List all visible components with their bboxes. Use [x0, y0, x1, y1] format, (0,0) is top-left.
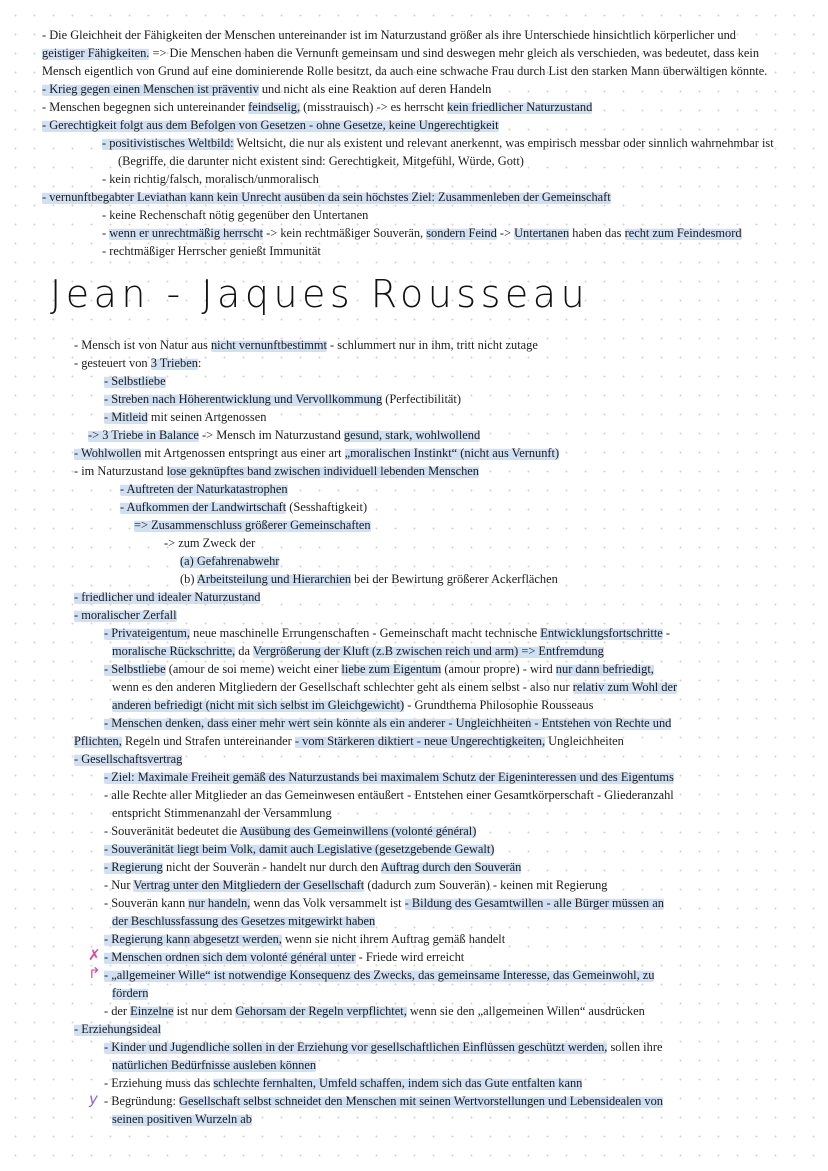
- highlighted-text: - vom Stärkeren diktiert - neue Ungerechtigkeiten,: [294, 734, 546, 748]
- rousseau-line-43: [112, 1111, 252, 1128]
- rousseau-line-21: [104, 715, 671, 732]
- rousseau-line-28: [104, 841, 494, 858]
- highlighted-text: - Gerechtigkeit folgt aus dem Befolgen von Gesetzen - ohne Gesetze, keine Ungerechtigkeit: [42, 118, 499, 132]
- text-segment: Weltsicht, die nur als existent und relevant anerkennt, was empirisch messbar oder sinnlich wahrnehmbar ist: [233, 136, 774, 150]
- text-segment: (Begriffe, die darunter nicht existent sind: Gerechtigkeit, Mitgefühl, Würde, Gott): [118, 154, 524, 168]
- page-title: Jean - Jaques Rousseau: [50, 272, 590, 316]
- rousseau-line-12: [180, 553, 279, 570]
- highlighted-text: geistiger Fähigkeiten.: [42, 46, 150, 60]
- rousseau-line-4: [104, 409, 266, 426]
- text-segment: neue maschinelle Errungenschaften - Gemeinschaft macht technische: [190, 626, 541, 640]
- rousseau-line-42: [104, 1093, 663, 1110]
- rousseau-line-0: [74, 337, 538, 354]
- rousseau-line-36: [112, 985, 148, 1002]
- rousseau-line-29: [104, 859, 521, 876]
- rousseau-line-22: [74, 733, 624, 750]
- highlighted-text: Untertanen: [514, 226, 570, 240]
- rousseau-line-18: [104, 661, 654, 678]
- text-segment: -> Mensch im Naturzustand: [198, 428, 344, 442]
- highlighted-text: -> 3 Triebe in Balance: [88, 428, 199, 442]
- text-segment: - gesteuert von: [74, 356, 151, 370]
- rousseau-line-15: [74, 607, 177, 624]
- text-segment: - Friede wird erreicht: [355, 950, 465, 964]
- highlighted-text: relativ zum Wohl der: [572, 680, 678, 694]
- hobbes-line-4: [42, 99, 592, 116]
- highlighted-text: wenn er unrechtmäßig herrscht: [109, 226, 264, 240]
- highlighted-text: - Selbstliebe: [104, 662, 166, 676]
- highlighted-text: seinen positiven Wurzeln ab: [112, 1112, 253, 1126]
- rousseau-line-31: [104, 895, 664, 912]
- rousseau-line-38: [74, 1021, 161, 1038]
- highlighted-text: nur handeln,: [188, 896, 251, 910]
- rousseau-line-39: [104, 1039, 662, 1056]
- hobbes-line-2: [42, 63, 767, 80]
- text-segment: -: [102, 226, 110, 240]
- highlighted-text: - Regierung: [104, 860, 163, 874]
- text-segment: -> zum Zweck der: [164, 536, 256, 550]
- rousseau-line-5: [88, 427, 480, 444]
- text-segment: ist nur dem: [173, 1004, 236, 1018]
- hobbes-line-5: [42, 117, 499, 134]
- y-mark-icon: y: [89, 1090, 98, 1108]
- rousseau-line-19: [112, 679, 677, 696]
- rousseau-line-13: [180, 571, 558, 588]
- highlighted-text: Vergrößerung der Kluft (z.B zwischen reich und arm) => Entfremdung: [252, 644, 604, 658]
- text-segment: - Begründung:: [104, 1094, 180, 1108]
- highlighted-text: schlechte fernhalten, Umfeld schaffen, indem sich das Gute entfalten kann: [213, 1076, 583, 1090]
- highlighted-text: der Beschlussfassung des Gesetzes mitgewirkt haben: [112, 914, 376, 928]
- highlighted-text: Vertrag unter den Mitgliedern der Gesellschaft: [133, 878, 365, 892]
- text-segment: - Souveränität bedeutet die: [104, 824, 240, 838]
- highlighted-text: nur dann befriedigt,: [555, 662, 654, 676]
- highlighted-text: - Ziel: Maximale Freiheit gemäß des Naturzustands bei maximalem Schutz der Eigeninteressen und des Eigentums: [104, 770, 674, 784]
- highlighted-text: natürlichen Bedürfnisse ausleben können: [112, 1058, 317, 1072]
- text-segment: -> kein rechtmäßiger Souverän,: [263, 226, 427, 240]
- text-segment: (amour propre) - wird: [441, 662, 556, 676]
- highlighted-text: - Wohlwollen: [74, 446, 142, 460]
- hobbes-line-9: [42, 189, 611, 206]
- text-segment: => Die Menschen haben die Vernunft gemeinsam und sind deswegen mehr gleich als verschieden, was bedeutet, dass kein: [149, 46, 760, 60]
- text-segment: da: [235, 644, 253, 658]
- highlighted-text: feindselig,: [248, 100, 301, 114]
- highlighted-text: - Streben nach Höherentwicklung und Vervollkommung: [104, 392, 383, 406]
- text-segment: - Grundthema Philosophie Rousseaus: [404, 698, 594, 712]
- text-segment: - der: [104, 1004, 131, 1018]
- highlighted-text: - Auftreten der Naturkatastrophen: [120, 482, 288, 496]
- text-segment: - alle Rechte aller Mitglieder an das Gemeinwesen entäußert - Entstehen einer Gesamtkörperschaft - Gliederanzahl: [104, 788, 674, 802]
- rousseau-line-10: [134, 517, 371, 534]
- text-segment: (dadurch zum Souverän) - keinen mit Regierung: [364, 878, 608, 892]
- highlighted-text: Gehorsam der Regeln verpflichtet,: [235, 1004, 407, 1018]
- text-segment: :: [197, 356, 202, 370]
- text-segment: -: [662, 626, 671, 640]
- text-segment: wenn es den anderen Mitgliedern der Gesellschaft schlechter geht als einem selbst - also nur: [112, 680, 573, 694]
- rousseau-line-37: [104, 1003, 645, 1020]
- text-segment: - im Naturzustand: [74, 464, 167, 478]
- rousseau-line-40: [112, 1057, 316, 1074]
- highlighted-text: (a) Gefahrenabwehr: [180, 554, 280, 568]
- rousseau-line-8: [120, 481, 288, 498]
- text-segment: wenn das Volk versammelt ist: [250, 896, 405, 910]
- highlighted-text: Arbeitsteilung und Hierarchien: [196, 572, 352, 586]
- highlighted-text: Entwicklungsfortschritte: [540, 626, 663, 640]
- text-segment: bei der Bewirtung größerer Ackerflächen: [351, 572, 558, 586]
- hobbes-line-7: [118, 153, 524, 170]
- rousseau-line-3: [104, 391, 461, 408]
- text-segment: - rechtmäßiger Herrscher genießt Immunität: [102, 244, 321, 258]
- hobbes-line-6: [102, 135, 774, 152]
- rousseau-line-6: [74, 445, 559, 462]
- highlighted-text: - „allgemeiner Wille“ ist notwendige Konsequenz des Zwecks, das gemeinsame Interesse, das Gemeinwohl, zu: [104, 968, 655, 982]
- text-segment: sollen ihre: [607, 1040, 663, 1054]
- highlighted-text: => Zusammenschluss größerer Gemeinschaften: [134, 518, 371, 532]
- highlighted-text: liebe zum Eigentum: [341, 662, 442, 676]
- text-segment: (b): [180, 572, 197, 586]
- highlighted-text: Ausübung des Gemeinwillens (volonté général): [239, 824, 477, 838]
- text-segment: - keine Rechenschaft nötig gegenüber den Untertanen: [102, 208, 369, 222]
- text-segment: ->: [496, 226, 515, 240]
- highlighted-text: Pflichten,: [74, 734, 122, 748]
- text-segment: (misstrauisch) -> es herrscht: [300, 100, 448, 114]
- text-segment: entspricht Stimmenanzahl der Versammlung: [112, 806, 332, 820]
- rousseau-line-41: [104, 1075, 582, 1092]
- hobbes-line-0: [42, 27, 736, 44]
- text-segment: - Menschen begegnen sich untereinander: [42, 100, 249, 114]
- highlighted-text: Gesellschaft selbst schneidet den Menschen mit seinen Wertvorstellungen und Lebensidealen von: [179, 1094, 663, 1108]
- highlighted-text: Einzelne: [130, 1004, 174, 1018]
- rousseau-line-30: [104, 877, 608, 894]
- highlighted-text: gesund, stark, wohlwollend: [343, 428, 481, 442]
- rousseau-line-11: [164, 535, 255, 552]
- text-segment: (Sesshaftigkeit): [286, 500, 368, 514]
- highlighted-text: - vernunftbegabter Leviathan kann kein Unrecht ausüben da sein höchstes Ziel: Zusammenleben der Gemeinschaft: [42, 190, 611, 204]
- hobbes-line-8: [102, 171, 319, 188]
- text-segment: - kein richtig/falsch, moralisch/unmoralisch: [102, 172, 319, 186]
- highlighted-text: nicht vernunftbestimmt: [210, 338, 327, 352]
- text-segment: - Souverän kann: [104, 896, 189, 910]
- rousseau-line-2: [104, 373, 166, 390]
- text-segment: - Mensch ist von Natur aus: [74, 338, 211, 352]
- highlighted-text: - Bildung des Gesamtwillen - alle Bürger müssen an: [404, 896, 664, 910]
- text-segment: wenn sie nicht ihrem Auftrag gemäß handelt: [281, 932, 506, 946]
- rousseau-line-20: [112, 697, 593, 714]
- hobbes-line-1: [42, 45, 759, 62]
- text-segment: Regeln und Strafen untereinander: [121, 734, 295, 748]
- text-segment: - schlummert nur in ihm, tritt nicht zutage: [326, 338, 538, 352]
- highlighted-text: sondern Feind: [426, 226, 497, 240]
- highlighted-text: - Mitleid: [104, 410, 148, 424]
- highlighted-text: Auftrag durch den Souverän: [380, 860, 522, 874]
- highlighted-text: lose geknüpftes band zwischen individuell lebenden Menschen: [166, 464, 479, 478]
- text-segment: - Die Gleichheit der Fähigkeiten der Menschen untereinander ist im Naturzustand größer als ihre Unterschiede hinsichtlich körperlicher und: [42, 28, 736, 42]
- rousseau-line-1: [74, 355, 201, 372]
- rousseau-line-14: [74, 589, 260, 606]
- text-segment: - Nur: [104, 878, 134, 892]
- rousseau-line-25: [104, 787, 674, 804]
- highlighted-text: - Krieg gegen einen Menschen ist präventiv: [42, 82, 259, 96]
- x-mark-icon: ✗: [88, 946, 101, 964]
- rousseau-line-17: [112, 643, 604, 660]
- text-segment: (Perfectibilität): [382, 392, 461, 406]
- rousseau-line-27: [104, 823, 476, 840]
- rousseau-line-32: [112, 913, 375, 930]
- highlighted-text: anderen befriedigt (nicht mit sich selbst im Gleichgewicht): [112, 698, 405, 712]
- highlighted-text: moralische Rückschritte,: [112, 644, 236, 658]
- highlighted-text: 3 Trieben: [150, 356, 198, 370]
- highlighted-text: - moralischer Zerfall: [74, 608, 177, 622]
- text-segment: (amour de soi meme) weicht einer: [165, 662, 342, 676]
- text-segment: haben das: [569, 226, 625, 240]
- highlighted-text: - Kinder und Jugendliche sollen in der Erziehung vor gesellschaftlichen Einflüssen geschützt werden,: [104, 1040, 608, 1054]
- text-segment: mit seinen Artgenossen: [147, 410, 267, 424]
- highlighted-text: kein friedlicher Naturzustand: [447, 100, 593, 114]
- highlighted-text: - Souveränität liegt beim Volk, damit auch Legislative (gesetzgebende Gewalt): [104, 842, 495, 856]
- rousseau-line-34: [104, 949, 464, 966]
- text-segment: Ungleichheiten: [545, 734, 624, 748]
- highlighted-text: - Gesellschaftsvertrag: [74, 752, 183, 766]
- arrow-mark-icon: ↱: [88, 964, 101, 982]
- text-segment: mit Artgenossen entspringt aus einer art: [141, 446, 345, 460]
- rousseau-line-23: [74, 751, 182, 768]
- rousseau-line-35: [104, 967, 654, 984]
- highlighted-text: - positivistisches Weltbild:: [102, 136, 234, 150]
- rousseau-line-33: [104, 931, 505, 948]
- highlighted-text: recht zum Feindesmord: [624, 226, 742, 240]
- rousseau-line-24: [104, 769, 674, 786]
- hobbes-line-12: [102, 243, 321, 260]
- text-segment: nicht der Souverän - handelt nur durch den: [162, 860, 381, 874]
- rousseau-line-16: [104, 625, 670, 642]
- text-segment: Mensch eigentlich von Grund auf eine dominierende Rolle besitzt, da auch eine schwache Frau durch List den starken Mann überwältigen könnte.: [42, 64, 768, 78]
- hobbes-line-10: [102, 207, 368, 224]
- highlighted-text: - Privateigentum,: [104, 626, 191, 640]
- text-segment: wenn sie den „allgemeinen Willen“ ausdrücken: [406, 1004, 645, 1018]
- highlighted-text: - Menschen ordnen sich dem volonté général unter: [104, 950, 356, 964]
- highlighted-text: fördern: [112, 986, 149, 1000]
- highlighted-text: - Aufkommen der Landwirtschaft: [120, 500, 287, 514]
- highlighted-text: - Selbstliebe: [104, 374, 166, 388]
- highlighted-text: „moralischen Instinkt“ (nicht aus Vernunft): [344, 446, 560, 460]
- highlighted-text: - Menschen denken, dass einer mehr wert sein könnte als ein anderer - Ungleichheiten - Entstehen von Rechte und: [104, 716, 672, 730]
- highlighted-text: - Erziehungsideal: [74, 1022, 162, 1036]
- text-segment: und nicht als eine Reaktion auf deren Handeln: [258, 82, 492, 96]
- rousseau-line-9: [120, 499, 367, 516]
- highlighted-text: - Regierung kann abgesetzt werden,: [104, 932, 282, 946]
- highlighted-text: - friedlicher und idealer Naturzustand: [74, 590, 261, 604]
- hobbes-line-3: [42, 81, 491, 98]
- hobbes-line-11: [102, 225, 742, 242]
- text-segment: - Erziehung muss das: [104, 1076, 214, 1090]
- rousseau-line-7: [74, 463, 479, 480]
- rousseau-line-26: [112, 805, 332, 822]
